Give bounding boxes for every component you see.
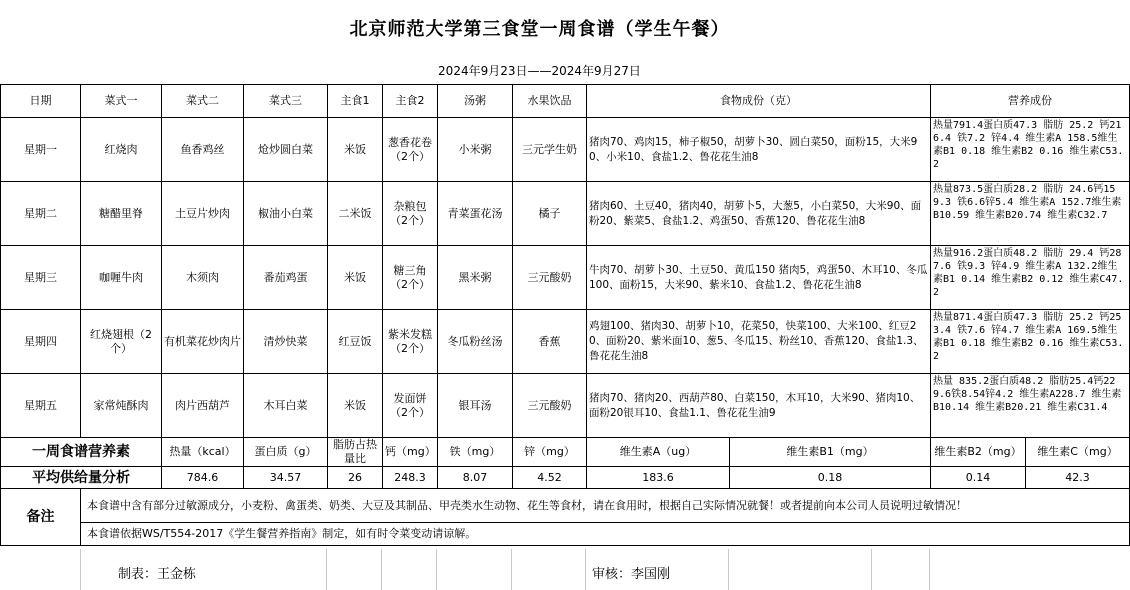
nutrition-cell: 热量871.4蛋白质47.3 脂肪 25.2 钙253.4 铁7.6 锌4.7 维生素A 169.5维生素B1 0.18 维生素B2 0.16 维生素C53.2 bbox=[931, 310, 1130, 374]
header-row bbox=[1, 85, 1130, 118]
grid-line bbox=[381, 549, 382, 590]
header-soup: 汤粥 bbox=[438, 85, 513, 118]
day-cell: 星期五 bbox=[1, 374, 81, 438]
fruit-cell: 橘子 bbox=[513, 182, 587, 246]
dish1-cell: 家常炖酥肉 bbox=[81, 374, 162, 438]
soup-cell: 银耳汤 bbox=[438, 374, 513, 438]
page-title: 北京师范大学第三食堂一周食谱（学生午餐） bbox=[349, 19, 730, 40]
header-dish2: 菜式二 bbox=[162, 85, 244, 118]
dish2-cell: 鱼香鸡丝 bbox=[162, 118, 244, 182]
summary-label-2: 平均供给量分析 bbox=[1, 467, 162, 489]
dish1-cell: 红烧翅根（2个） bbox=[81, 310, 162, 374]
table-row bbox=[1, 374, 1130, 438]
summary-col-fat-ratio: 脂肪占热量比 bbox=[328, 438, 383, 467]
summary-val-iron: 8.07 bbox=[438, 467, 513, 489]
grid-line bbox=[871, 549, 872, 590]
nutrition-cell: 热量873.5蛋白质28.2 脂肪 24.6钙159.3 铁6.6锌5.4 维生素A 152.7维生素B10.59 维生素B20.74 维生素C32.7 bbox=[931, 182, 1130, 246]
soup-cell: 黑米粥 bbox=[438, 246, 513, 310]
summary-label-1: 一周食谱营养素 bbox=[1, 438, 162, 467]
ingredients-cell: 牛肉70、胡萝卜30、土豆50、黄瓜150 猪肉5，鸡蛋50、木耳10、冬瓜100、面粉15，大米90、紫米10、食盐1.2、鲁花花生油8 bbox=[587, 246, 931, 310]
dish1-cell: 咖喱牛肉 bbox=[81, 246, 162, 310]
header-dish3: 菜式三 bbox=[244, 85, 328, 118]
staple2-cell: 糖三角（2个） bbox=[383, 246, 438, 310]
day-cell: 星期四 bbox=[1, 310, 81, 374]
summary-col-vitb1: 维生素B1（mg） bbox=[730, 438, 931, 467]
staple1-cell: 米饭 bbox=[328, 118, 383, 182]
grid-line bbox=[511, 549, 512, 590]
grid-line bbox=[728, 549, 729, 590]
table-row bbox=[1, 310, 1130, 374]
dish2-cell: 木须肉 bbox=[162, 246, 244, 310]
allergy-note: 本食谱中含有部分过敏源成分，小麦粉、禽蛋类、奶类、大豆及其制品、甲壳类水生动物、花生等食材，请在食用时，根据自己实际情况就餐！或者提前向本公司人员说明过敏情况！ bbox=[81, 489, 1130, 523]
staple2-cell: 紫米发糕（2个） bbox=[383, 310, 438, 374]
nutrition-cell: 热量791.4蛋白质47.3 脂肪 25.2 钙216.4 铁7.2 锌4.4 维生素A 158.5维生素B1 0.18 维生素B2 0.16 维生素C53.2 bbox=[931, 118, 1130, 182]
summary-val-fat-ratio: 26 bbox=[328, 467, 383, 489]
header-date: 日期 bbox=[1, 85, 81, 118]
summary-val-calories: 784.6 bbox=[162, 467, 244, 489]
summary-col-protein: 蛋白质（g） bbox=[244, 438, 328, 467]
header-staple1: 主食1 bbox=[328, 85, 383, 118]
dish3-cell: 番茄鸡蛋 bbox=[244, 246, 328, 310]
dish2-cell: 肉片西葫芦 bbox=[162, 374, 244, 438]
header-dish1: 菜式一 bbox=[81, 85, 162, 118]
standard-note: 本食谱依据WS/T554-2017《学生餐营养指南》制定，如有时令菜变动请谅解。 bbox=[81, 523, 1130, 546]
grid-line bbox=[436, 549, 437, 590]
dish3-cell: 清炒快菜 bbox=[244, 310, 328, 374]
staple2-cell: 葱香花卷（2个） bbox=[383, 118, 438, 182]
nutrition-cell: 热量 835.2蛋白质48.2 脂肪25.4钙229.6铁8.54锌4.2 维生素A228.7 维生素B10.14 维生素B20.21 维生素C31.4 bbox=[931, 374, 1130, 438]
day-cell: 星期三 bbox=[1, 246, 81, 310]
dish1-cell: 红烧肉 bbox=[81, 118, 162, 182]
grid-line bbox=[80, 549, 81, 590]
fruit-cell: 三元酸奶 bbox=[513, 374, 587, 438]
note-row bbox=[1, 523, 1130, 546]
dish1-cell: 糖醋里脊 bbox=[81, 182, 162, 246]
fruit-cell: 三元酸奶 bbox=[513, 246, 587, 310]
table-row bbox=[1, 246, 1130, 310]
summary-col-vitb2: 维生素B2（mg） bbox=[931, 438, 1026, 467]
summary-value-row bbox=[1, 467, 1130, 489]
soup-cell: 青菜蛋花汤 bbox=[438, 182, 513, 246]
fruit-cell: 香蕉 bbox=[513, 310, 587, 374]
staple1-cell: 红豆饭 bbox=[328, 310, 383, 374]
ingredients-cell: 猪肉70、鸡肉15，柿子椒50，胡萝卜30、圆白菜50，面粉15，大米90、小米10、食盐1.2、鲁花花生油8 bbox=[587, 118, 931, 182]
staple2-cell: 发面饼（2个） bbox=[383, 374, 438, 438]
summary-val-vitb2: 0.14 bbox=[931, 467, 1026, 489]
summary-col-calories: 热量（kcal） bbox=[162, 438, 244, 467]
grid-line bbox=[326, 549, 327, 590]
dish3-cell: 木耳白菜 bbox=[244, 374, 328, 438]
soup-cell: 小米粥 bbox=[438, 118, 513, 182]
menu-table bbox=[0, 84, 1130, 546]
reviewer-signature: 审核：李国刚 bbox=[592, 566, 671, 582]
staple1-cell: 米饭 bbox=[328, 246, 383, 310]
dish2-cell: 有机菜花炒肉片 bbox=[162, 310, 244, 374]
grid-line bbox=[585, 549, 586, 590]
summary-header-row bbox=[1, 438, 1130, 467]
nutrition-cell: 热量916.2蛋白质48.2 脂肪 29.4 钙287.6 铁9.3 锌4.9 维生素A 132.2维生素B1 0.14 维生素B2 0.12 维生素C47.2 bbox=[931, 246, 1130, 310]
dish3-cell: 椒油小白菜 bbox=[244, 182, 328, 246]
staple1-cell: 二米饭 bbox=[328, 182, 383, 246]
summary-val-zinc: 4.52 bbox=[513, 467, 587, 489]
summary-val-calcium: 248.3 bbox=[383, 467, 438, 489]
day-cell: 星期二 bbox=[1, 182, 81, 246]
grid-line bbox=[929, 549, 930, 590]
staple1-cell: 米饭 bbox=[328, 374, 383, 438]
header-ingredients: 食物成份（克） bbox=[587, 85, 931, 118]
notes-label: 备注 bbox=[1, 489, 81, 546]
table-row bbox=[1, 118, 1130, 182]
date-range: 2024年9月23日——2024年9月27日 bbox=[438, 63, 641, 78]
table-row bbox=[1, 182, 1130, 246]
header-nutrition: 营养成份 bbox=[931, 85, 1130, 118]
ingredients-cell: 猪肉60、土豆40，猪肉40，胡萝卜5，大葱5，小白菜50，大米90、面粉20、紫菜5、食盐1.2、鸡蛋50、香蕉120、鲁花花生油8 bbox=[587, 182, 931, 246]
summary-col-iron: 铁（mg） bbox=[438, 438, 513, 467]
summary-val-vita: 183.6 bbox=[587, 467, 730, 489]
fruit-cell: 三元学生奶 bbox=[513, 118, 587, 182]
summary-val-vitb1: 0.18 bbox=[730, 467, 931, 489]
dish3-cell: 炝炒圆白菜 bbox=[244, 118, 328, 182]
summary-col-vita: 维生素A（ug） bbox=[587, 438, 730, 467]
dish2-cell: 土豆片炒肉 bbox=[162, 182, 244, 246]
maker-signature: 制表：王金栋 bbox=[118, 566, 197, 582]
soup-cell: 冬瓜粉丝汤 bbox=[438, 310, 513, 374]
header-fruit: 水果饮品 bbox=[513, 85, 587, 118]
summary-col-calcium: 钙（mg） bbox=[383, 438, 438, 467]
ingredients-cell: 鸡翅100、猪肉30、胡萝卜10，花菜50，快菜100、大米100、红豆20、面粉20、紫米面10、葱5、冬瓜15、粉丝10、香蕉120、食盐1.3、鲁花花生油8 bbox=[587, 310, 931, 374]
staple2-cell: 杂粮包（2个） bbox=[383, 182, 438, 246]
summary-col-vitc: 维生素C（mg） bbox=[1026, 438, 1130, 467]
header-staple2: 主食2 bbox=[383, 85, 438, 118]
summary-val-protein: 34.57 bbox=[244, 467, 328, 489]
note-row bbox=[1, 489, 1130, 523]
summary-col-zinc: 锌（mg） bbox=[513, 438, 587, 467]
ingredients-cell: 猪肉70、猪肉20、西葫芦80、白菜150，木耳10，大米90、猪肉10、面粉20银耳10、食盐1.1、鲁花花生油9 bbox=[587, 374, 931, 438]
summary-val-vitc: 42.3 bbox=[1026, 467, 1130, 489]
day-cell: 星期一 bbox=[1, 118, 81, 182]
